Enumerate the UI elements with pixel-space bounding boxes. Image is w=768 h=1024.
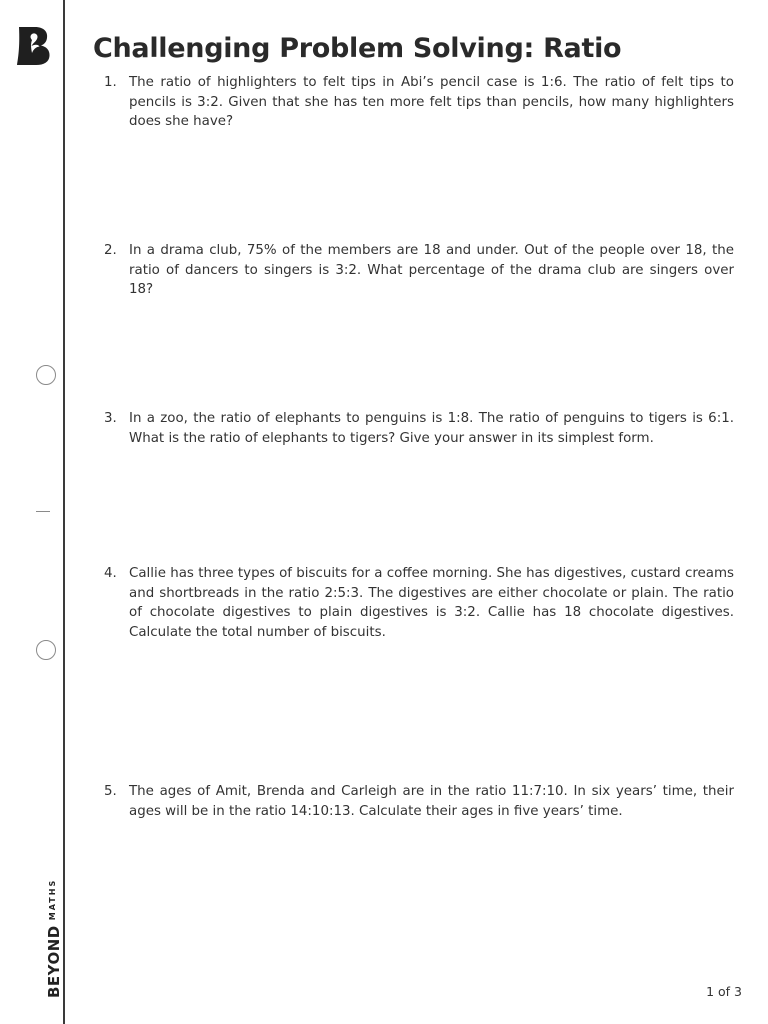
margin-rule <box>63 0 65 1024</box>
question-number: 5. <box>104 784 117 799</box>
question-text: In a zoo, the ratio of elephants to penguins is 1:8. The ratio of penguins to tigers is 6:1. What is the ratio of elephants to tigers? Give your answer in its simplest form. <box>129 411 734 446</box>
question-text: The ages of Amit, Brenda and Carleigh are in the ratio 11:7:10. In six years’ time, their ages will be in the ratio 14:10:13. Calculate their ages in five years’ time. <box>129 784 734 819</box>
question-text: The ratio of highlighters to felt tips in Abi’s pencil case is 1:6. The ratio of felt tips to pencils is 3:2. Given that she has ten more felt tips than pencils, how many highlighters does she have? <box>129 75 734 129</box>
page-title: Challenging Problem Solving: Ratio <box>93 33 622 64</box>
punch-hole-top <box>36 365 56 385</box>
question-text: In a drama club, 75% of the members are 18 and under. Out of the people over 18, the ratio of dancers to singers is 3:2. What percentage of the drama club are singers over 18? <box>129 243 734 297</box>
question-number: 2. <box>104 243 117 258</box>
fold-mark <box>36 511 50 512</box>
punch-hole-bottom <box>36 640 56 660</box>
brand-wordmark <box>44 879 63 998</box>
question-2 <box>104 241 734 300</box>
question-number: 1. <box>104 75 117 90</box>
question-number: 4. <box>104 566 117 581</box>
question-4 <box>104 564 734 642</box>
beyond-b-logo-icon <box>14 26 52 66</box>
question-5 <box>104 782 734 821</box>
brand-name: BEYOND <box>45 925 63 998</box>
question-text: Callie has three types of biscuits for a coffee morning. She has digestives, custard creams and shortbreads in the ratio 2:5:3. The digestives are either chocolate or plain. The ratio of chocolate digestives to plain digestives is 3:2. Callie has 18 chocolate digestives. Calculate the total number of biscuits. <box>129 566 734 640</box>
question-number: 3. <box>104 411 117 426</box>
page-number: 1 of 3 <box>706 984 742 999</box>
question-3 <box>104 409 734 448</box>
question-1 <box>104 73 734 132</box>
brand-subtitle: MATHS <box>48 878 57 921</box>
